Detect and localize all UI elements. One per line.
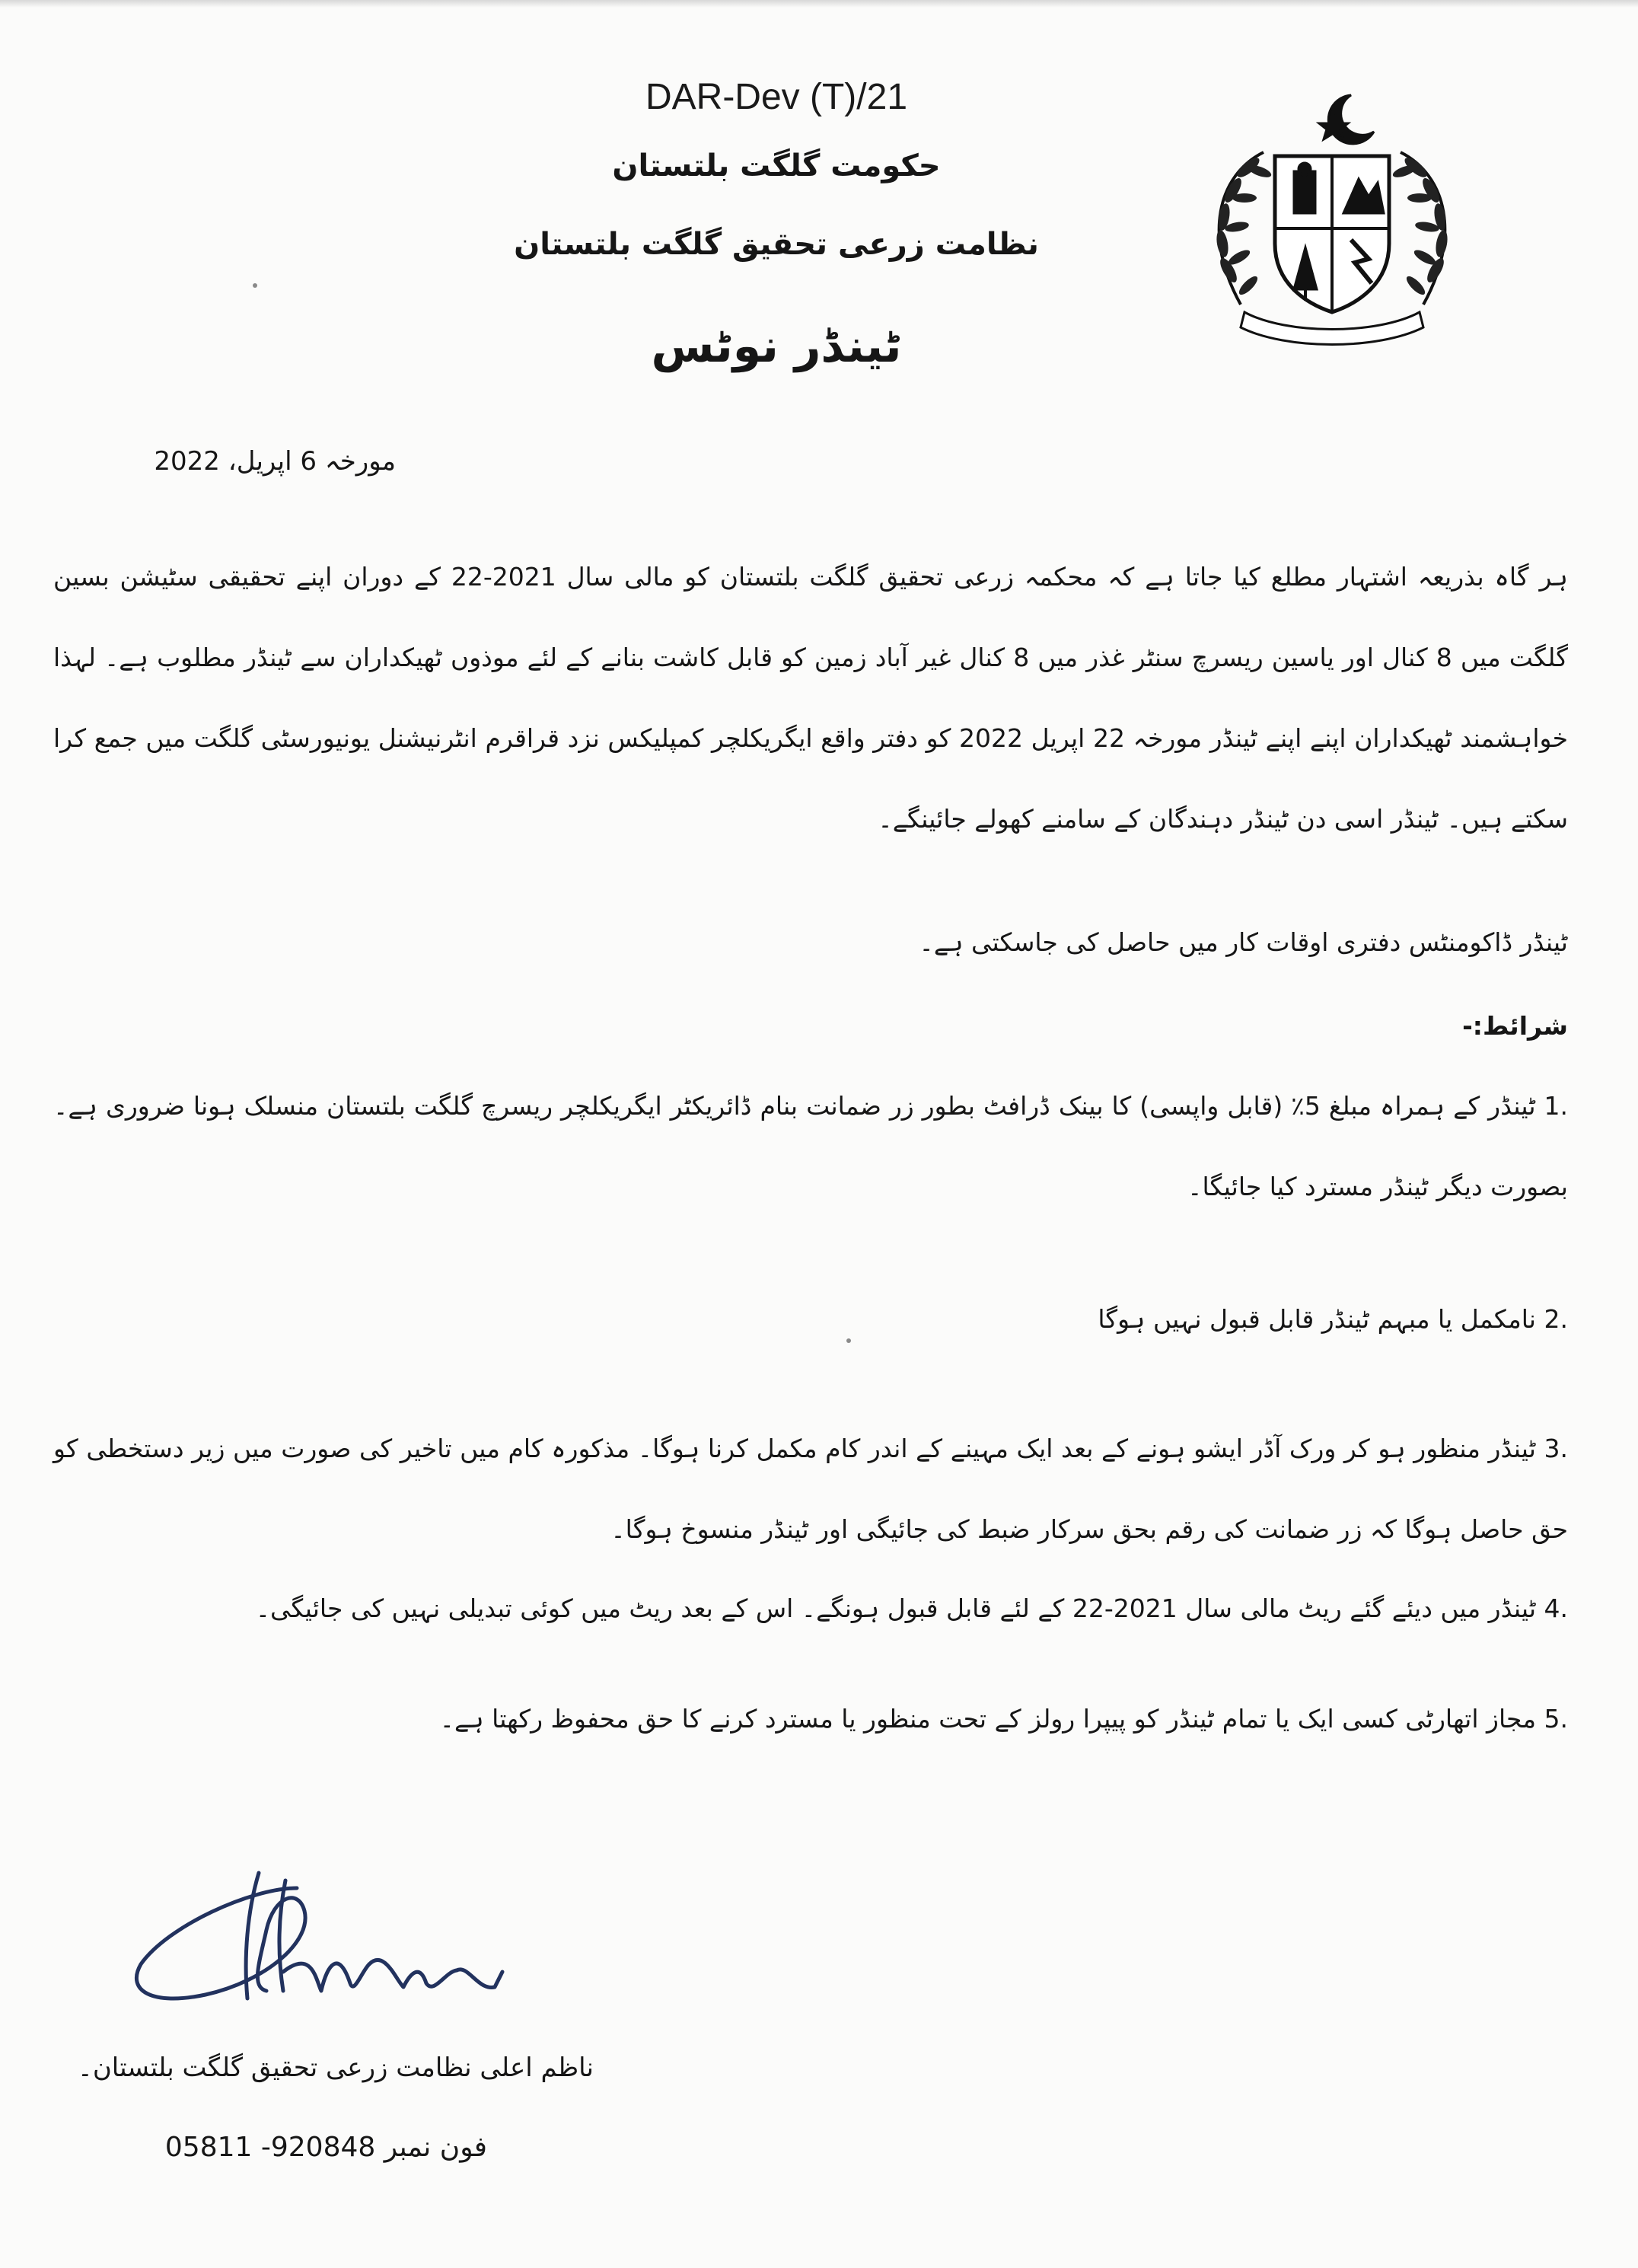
condition-item bbox=[53, 1679, 1568, 1759]
condition-text: ٹینڈر میں دیئے گئے ریٹ مالی سال 2021-22 کے لئے قابل قبول ہونگے۔ اس کے بعد ریٹ میں کوئی تبدیلی نہیں کی جائیگی۔ bbox=[255, 1593, 1536, 1623]
condition-number: 2. bbox=[1544, 1304, 1568, 1334]
condition-item bbox=[53, 1066, 1568, 1227]
main-paragraph: ہر گاہ بذریعہ اشتہار مطلع کیا جاتا ہے کہ محکمہ زرعی تحقیق گلگت بلتستان کو مالی سال 2021-22 کے دوران اپنے تحقیقی سٹیشن بسین گلگت میں 8 کنال اور یاسین ریسرچ سنٹر غذر میں 8 کنال غیر آباد زمین کو قابل کاشت بنانے کے لئے موذوں ٹھیکداران سے ٹینڈر مطلوب ہے۔ لہذا خواہشمند ٹھیکداران اپنے اپنے ٹینڈر مورخہ 22 اپریل 2022 کو دفتر واقع ایگریکلچر کمپلیکس نزد قراقرم انٹرنیشنل یونیورسٹی گلگت میں جمع کرا سکتے ہیں۔ ٹینڈر اسی دن ٹینڈر دہندگان کے سامنے کھولے جائینگے۔ bbox=[53, 562, 1569, 834]
condition-item bbox=[53, 1568, 1568, 1649]
phone-label: فون نمبر bbox=[384, 2132, 487, 2163]
condition-number: 5. bbox=[1544, 1704, 1568, 1734]
condition-number: 3. bbox=[1544, 1434, 1568, 1463]
scan-speck bbox=[253, 283, 257, 288]
condition-text: ٹینڈر منظور ہو کر ورک آڈر ایشو ہونے کے بعد ایک مہینے کے اندر کام مکمل کرنا ہوگا۔ مذکورہ کام میں تاخیر کی صورت میں زیر دستخطی کو حق حاصل ہوگا کہ زر ضمانت کی رقم بحق سرکار ضبط کی جائیگی اور ٹینڈر منسوخ ہوگا۔ bbox=[53, 1434, 1568, 1544]
condition-number: 4. bbox=[1544, 1593, 1568, 1623]
conditions-heading: شرائط:- bbox=[1462, 1011, 1568, 1041]
condition-item bbox=[53, 1408, 1568, 1570]
phone-number: 05811 -920848 bbox=[164, 2132, 376, 2163]
phone-line bbox=[91, 2132, 487, 2163]
government-heading: حکومت گلگت بلتستان bbox=[612, 148, 941, 183]
condition-text: ٹینڈر کے ہمراہ مبلغ 5٪ (قابل واپسی) کا بینک ڈرافٹ بطور زر ضمانت بنام ڈائریکٹر ایگریکلچر ریسرچ گلگت بلتستان منسلک ہونا ضروری ہے۔ بصورت دیگر ٹینڈر مسترد کیا جائیگا۔ bbox=[53, 1091, 1568, 1201]
signatory-title: ناظم اعلی نظامت زرعی تحقیق گلگت بلتستان۔ bbox=[77, 2053, 594, 2083]
date-line: مورخہ 6 اپریل، 2022 bbox=[154, 446, 396, 477]
signature-mark bbox=[122, 1858, 518, 2033]
condition-text: مجاز اتھارٹی کسی ایک یا تمام ٹینڈر کو پیپرا رولز کے تحت منظور یا مسترد کرنے کا حق محفوظ رکھتا ہے۔ bbox=[439, 1704, 1536, 1734]
reference-number: DAR-Dev (T)/21 bbox=[645, 77, 908, 117]
scan-edge bbox=[0, 0, 1638, 8]
condition-text: نامکمل یا مبہم ٹینڈر قابل قبول نہیں ہوگا bbox=[1098, 1304, 1536, 1334]
page-title: ٹینڈر نوٹس bbox=[651, 320, 902, 373]
directorate-heading: نظامت زرعی تحقیق گلگت بلتستان bbox=[514, 227, 1039, 262]
documents-line: ٹینڈر ڈاکومنٹس دفتری اوقات کار میں حاصل کی جاسکتی ہے۔ bbox=[919, 927, 1568, 957]
gilgit-baltistan-emblem-icon bbox=[1172, 84, 1492, 358]
scan-speck bbox=[846, 1338, 851, 1343]
condition-item bbox=[53, 1279, 1568, 1360]
condition-number: 1. bbox=[1544, 1091, 1568, 1121]
